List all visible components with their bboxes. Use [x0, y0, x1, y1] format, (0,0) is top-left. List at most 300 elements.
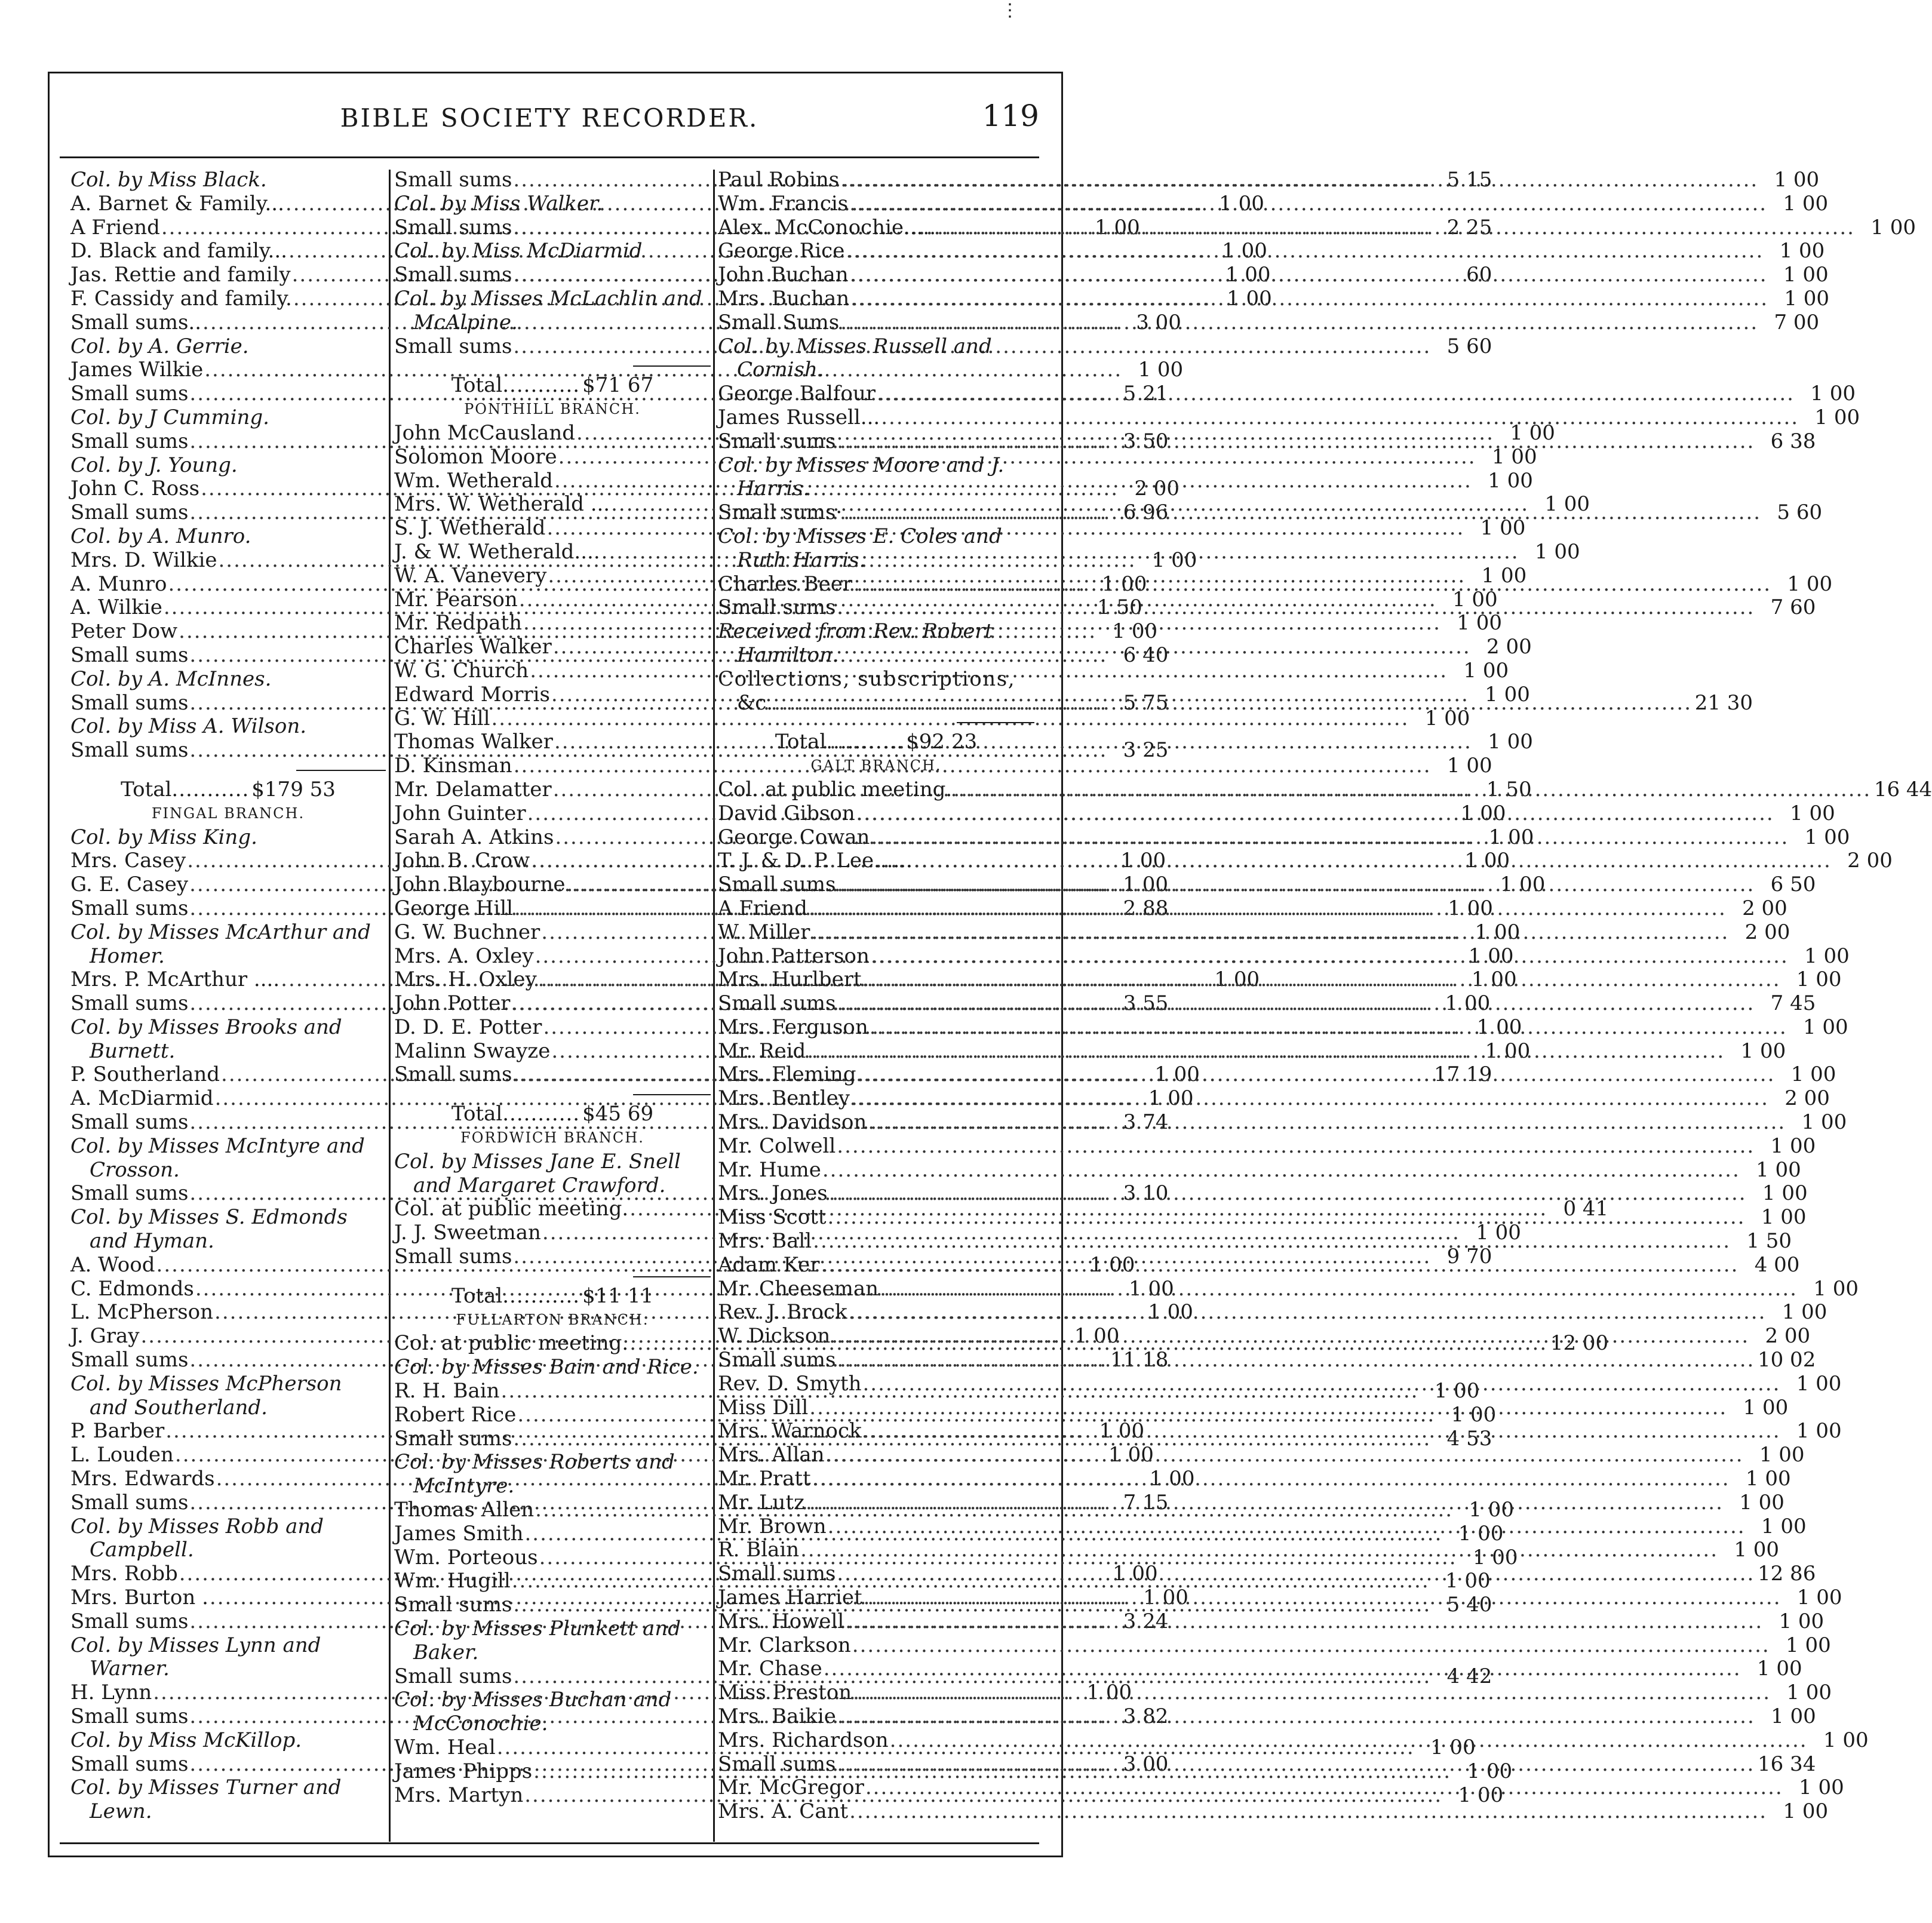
- entry-amount: 1 00: [1460, 801, 1506, 825]
- leader-dots: [822, 1657, 1743, 1681]
- entry-amount: 1 00: [1451, 1402, 1497, 1427]
- collector-heading: Col. by Miss Black.: [70, 168, 267, 192]
- entry-name: Mr. Colwell: [718, 1133, 836, 1158]
- entry-name: John B. Crow: [394, 849, 530, 873]
- entry-amount: 6 40: [1123, 643, 1169, 667]
- entry-name: Malinn Swayze: [394, 1039, 551, 1063]
- leader-dots: [808, 1396, 1728, 1420]
- ledger-entry: [718, 1157, 1801, 1182]
- entry-amount: 12 86: [1757, 1562, 1816, 1586]
- branch-total: [394, 1102, 711, 1126]
- entry-name: Mr. Pearson: [394, 587, 518, 612]
- leader-dots: [889, 1729, 1809, 1753]
- entry-name: Mrs. A. Oxley: [394, 944, 534, 968]
- leader-dots: [799, 1538, 1719, 1562]
- entry-name: Col. at public meeting.: [394, 1197, 629, 1221]
- entry-name: Small sums: [70, 500, 189, 525]
- rule-line: [633, 365, 711, 367]
- entry-name: Small sums: [70, 1181, 189, 1206]
- branch-heading: GALT BRANCH.: [810, 757, 942, 775]
- entry-name: Small Sums: [718, 310, 840, 334]
- entry-amount: 1 00: [1814, 405, 1860, 429]
- entry-amount: 1 00: [1796, 967, 1842, 992]
- collector-heading-continued: Lewn.: [90, 1799, 152, 1824]
- total-label: Total: [451, 1102, 503, 1126]
- entry-amount: 1 00: [1488, 730, 1533, 754]
- entry-name: Mr. McGregor: [718, 1775, 864, 1800]
- entry-name: John Blaybourne: [394, 873, 566, 897]
- collector-heading: Col. by Misses Roberts and: [394, 1450, 675, 1474]
- entry-name: Small sums: [394, 1245, 512, 1269]
- entry-name: A. Wilkie: [70, 595, 162, 620]
- entry-amount: 1 00: [1481, 563, 1527, 588]
- entry-amount: 1 00: [1434, 1379, 1480, 1403]
- entry-name: Small sums: [70, 690, 189, 715]
- entry-amount: 1 00: [1510, 420, 1555, 445]
- entry-amount: 1 00: [1151, 548, 1197, 572]
- entry-name: A. Munro: [70, 572, 167, 596]
- entry-name: Mrs. Howell: [718, 1609, 844, 1633]
- entry-amount: 1 00: [1463, 658, 1509, 683]
- entry-amount: 1 00: [1222, 239, 1267, 263]
- entry-name: G. W. Hill: [394, 706, 490, 730]
- ledger-entry: [718, 1681, 1832, 1705]
- entry-name: Mrs. Bentley: [718, 1086, 850, 1111]
- entry-amount: 1 00: [1488, 468, 1533, 493]
- leader-dots: [502, 374, 580, 398]
- entry-amount: 1 00: [1476, 1015, 1522, 1039]
- entry-amount: 1 00: [1544, 492, 1590, 517]
- total-label: Total: [775, 730, 827, 754]
- collector-heading-continued: and Margaret Crawford.: [413, 1173, 666, 1197]
- entry-name: Mr. Cheeseman: [718, 1276, 879, 1301]
- leader-dots: [826, 730, 904, 754]
- entry-amount: 1 00: [1779, 1609, 1825, 1633]
- entry-name: Thomas Walker: [394, 730, 553, 754]
- entry-name: Mrs. Ball: [718, 1229, 812, 1254]
- leader-dots: [879, 1277, 1799, 1301]
- leader-dots: [839, 311, 1759, 335]
- entry-amount: 1 00: [1790, 1062, 1836, 1087]
- sum-rule: [394, 358, 711, 374]
- entry-name: Charles Beer: [718, 572, 853, 596]
- entry-name: Small sums: [70, 382, 189, 406]
- total-label: Total: [121, 777, 172, 801]
- entry-amount: 1 00: [1227, 286, 1272, 311]
- leader-dots: [848, 1800, 1768, 1824]
- entry-amount: 1 00: [1108, 1443, 1154, 1467]
- leader-dots: [839, 168, 1759, 192]
- branch-heading: FULLARTON BRANCH.: [456, 1311, 649, 1328]
- entry-amount: 2 25: [1446, 215, 1492, 239]
- entry-amount: 1 00: [1225, 263, 1271, 287]
- entry-amount: 2 00: [1486, 635, 1532, 659]
- collector-heading: Col. by Misses McArthur and: [70, 920, 371, 944]
- ledger-entry: [718, 825, 1850, 850]
- entry-amount: 5 15: [1446, 168, 1492, 192]
- entry-amount: 1 00: [1458, 1783, 1504, 1807]
- entry-name: Mrs. D. Wilkie: [70, 548, 217, 572]
- entry-amount: 1 00: [1534, 539, 1580, 564]
- collector-heading: Col. by J. Young.: [70, 453, 238, 477]
- entry-name: Mr. Clarkson: [718, 1633, 851, 1657]
- entry-amount: 1 00: [1783, 191, 1829, 216]
- entry-name: Wm. Francis: [718, 191, 849, 216]
- entry-amount: 6 50: [1770, 873, 1816, 897]
- leader-dots: [913, 849, 1833, 873]
- entry-name: John McCausland: [394, 420, 575, 445]
- entry-name: A. Wood: [70, 1252, 155, 1277]
- entry-amount: 1 00: [1770, 1133, 1816, 1158]
- entry-amount: 1 50: [1746, 1229, 1792, 1254]
- leader-dots: [807, 897, 1728, 921]
- collector-heading-continued: Harris.: [737, 477, 810, 501]
- ledger-entry: [718, 944, 1850, 969]
- entry-name: Mr. Hume: [718, 1157, 821, 1182]
- entry-name: Small sums: [70, 1752, 189, 1776]
- header-rule: [60, 156, 1039, 158]
- entry-amount: 3 55: [1123, 991, 1169, 1016]
- entry-name: David Gibson: [718, 801, 855, 825]
- leader-dots: [952, 778, 1872, 802]
- entry-name: Mr. Delamatter: [394, 777, 552, 801]
- leader-dots: [821, 1159, 1741, 1182]
- entry-amount: 1 00: [1823, 1728, 1869, 1752]
- entry-name: George Cowan: [718, 825, 870, 849]
- entry-name: Small sums: [394, 1664, 512, 1688]
- entry-name: Mrs. Ferguson: [718, 1015, 868, 1039]
- entry-name: Small sums: [394, 168, 512, 192]
- entry-name: A. Barnet & Family...: [70, 191, 284, 216]
- entry-name: P. Barber: [70, 1419, 165, 1443]
- entry-name: Thomas Allen: [394, 1498, 535, 1522]
- entry-name: Wm. Heal: [394, 1735, 496, 1759]
- leader-dots: [880, 406, 1800, 430]
- entry-name: Small sums·: [718, 500, 843, 525]
- branch-total: [70, 778, 386, 802]
- ledger-entry: [718, 801, 1835, 826]
- entry-name: Small sums: [394, 263, 512, 287]
- collector-heading-continued: Baker.: [413, 1640, 479, 1664]
- leader-dots: [836, 596, 1756, 620]
- entry-amount: 1 00: [1734, 1538, 1780, 1562]
- entry-name: Adam Ker: [718, 1252, 820, 1277]
- leader-dots: [862, 1420, 1782, 1443]
- sum-rule: [394, 1087, 711, 1102]
- entry-amount: 1 00: [1430, 1735, 1476, 1759]
- entry-amount: 7 15: [1123, 1490, 1169, 1515]
- entry-amount: 3 74: [1123, 1110, 1169, 1135]
- entry-amount: 1 00: [1458, 1521, 1504, 1546]
- ledger-entry: [718, 1775, 1844, 1800]
- leader-dots: [773, 692, 1693, 715]
- sum-rule: [718, 715, 1034, 730]
- entry-name: Mrs. Casey: [70, 849, 186, 873]
- leader-dots: [848, 192, 1768, 216]
- leader-dots: [852, 573, 1773, 597]
- entry-name: Mrs. Hurlbert: [718, 967, 862, 992]
- rule-line: [633, 1094, 711, 1095]
- entry-name: Small sums: [70, 1348, 189, 1372]
- leader-dots: [827, 1206, 1747, 1230]
- entry-name: Miss Preston: [718, 1681, 852, 1705]
- entry-amount: 1 00: [1086, 1681, 1132, 1705]
- entry-name: Small sums: [394, 215, 512, 239]
- entry-amount: 1 00: [1759, 1443, 1805, 1467]
- total-amount: $179 53: [251, 777, 336, 801]
- leader-dots: [827, 1515, 1747, 1539]
- collector-heading: Col. by J Cumming.: [70, 405, 269, 429]
- entry-amount: 1 00: [1870, 215, 1916, 239]
- collector-heading-continued: Crosson.: [90, 1157, 180, 1182]
- entry-amount: 1 00: [1112, 1562, 1158, 1586]
- leader-dots: [868, 1016, 1789, 1040]
- collector-heading: Col. by Misses McPherson: [70, 1371, 342, 1396]
- entry-name: Rev. D. Smyth: [718, 1371, 862, 1396]
- entry-amount: 4 42: [1446, 1664, 1492, 1688]
- entry-name: John Buchan: [718, 263, 849, 287]
- entry-name: Wm. Porteous: [394, 1545, 538, 1569]
- entry-amount: 1 00: [1129, 1276, 1174, 1301]
- leader-dots: [844, 239, 1765, 263]
- entry-name: Mrs. Davidson: [718, 1110, 867, 1135]
- entry-name: Alex. McConochie.....: [718, 215, 936, 239]
- ledger-entry: [718, 1300, 1827, 1325]
- entry-amount: 1 00: [1148, 1086, 1194, 1111]
- entry-amount: 16 34: [1757, 1752, 1816, 1776]
- collector-heading-continued: Homer.: [90, 944, 165, 968]
- entry-name: Mrs. Martyn: [394, 1783, 524, 1807]
- total-amount: $45 69: [582, 1102, 654, 1126]
- leader-dots: [836, 430, 1756, 454]
- entry-amount: 1 00: [1424, 706, 1470, 730]
- leader-dots: [852, 1681, 1772, 1705]
- entry-name: J. Gray: [70, 1324, 140, 1348]
- total-label: Total: [451, 1283, 503, 1308]
- entry-amount: 1 00: [1740, 1039, 1786, 1063]
- entry-amount: 1 00: [1138, 358, 1184, 382]
- entry-amount: 1 00: [1476, 1221, 1521, 1245]
- entry-amount: 5 60: [1446, 334, 1492, 358]
- entry-amount: 1 00: [1101, 572, 1147, 596]
- leader-dots: [861, 1372, 1782, 1396]
- entry-name: Mrs. A. Cant: [718, 1799, 849, 1824]
- entry-amount: 1 00: [1756, 1157, 1801, 1182]
- entry-name: Charles Walker: [394, 635, 552, 659]
- entry-amount: 1 00: [1074, 1324, 1120, 1348]
- ledger-entry: [718, 1395, 1789, 1420]
- entry-name: Wm. Hugill: [394, 1569, 511, 1593]
- entry-name: George Hill: [394, 896, 513, 920]
- entry-name: Small sums: [394, 334, 512, 358]
- entry-name: Wm. Wetherald: [394, 468, 553, 493]
- entry-amount: 1 00: [1799, 1775, 1844, 1800]
- entry-amount: 2 00: [1134, 477, 1180, 501]
- collector-heading-continued: and Hyman.: [90, 1229, 214, 1254]
- entry-name: R. H. Bain: [394, 1379, 500, 1403]
- entry-name: John Guinter: [394, 801, 526, 825]
- entry-amount: 1 00: [1468, 944, 1514, 968]
- collector-heading-continued: Burnett.: [90, 1039, 176, 1063]
- leader-dots: [811, 1467, 1731, 1491]
- ledger-entry: [718, 239, 1825, 263]
- entry-amount: 1 00: [1804, 825, 1850, 849]
- ledger-entry: [718, 286, 1830, 311]
- entry-name: Small sums: [718, 873, 836, 897]
- ledger-entry: [718, 1133, 1816, 1159]
- entry-amount: 2 00: [1742, 896, 1787, 920]
- entry-amount: 2 00: [1784, 1086, 1830, 1111]
- entry-amount: 1 00: [1804, 944, 1850, 968]
- ledger-entry: [718, 1467, 1791, 1491]
- entry-amount: 3 00: [1123, 1752, 1169, 1776]
- entry-amount: 2 88: [1123, 896, 1169, 920]
- branch-heading: PONTHILL BRANCH.: [464, 401, 641, 418]
- entry-name: H. Lynn: [70, 1681, 152, 1705]
- collector-heading: Received from Rev. Robert: [718, 619, 993, 644]
- entry-amount: 1 00: [1790, 801, 1835, 825]
- entry-name: W. G. Church: [394, 658, 529, 683]
- entry-amount: 1 00: [1796, 1419, 1842, 1443]
- entry-amount: 1 00: [1485, 682, 1530, 706]
- entry-amount: 1 00: [1739, 1490, 1784, 1515]
- leader-dots: [836, 1705, 1756, 1729]
- entry-amount: 1 00: [1467, 1759, 1513, 1783]
- entry-amount: 4 53: [1446, 1426, 1492, 1451]
- entry-amount: 1 00: [1787, 572, 1833, 596]
- entry-amount: 3 82: [1123, 1704, 1169, 1728]
- collector-heading: Col. by Misses Bain and Rice.: [394, 1355, 699, 1380]
- entry-name: Mrs. P. McArthur ....: [70, 967, 280, 992]
- collector-heading: Col. by Misses Russell and: [718, 334, 992, 358]
- entry-amount: 1 00: [1214, 967, 1260, 992]
- entry-amount: 1 00: [1488, 825, 1534, 849]
- entry-amount: 5 40: [1446, 1593, 1492, 1617]
- entry-name: Mr. Lutz: [718, 1490, 804, 1515]
- entry-name: Small sums: [394, 1593, 512, 1617]
- entry-amount: 6 96: [1123, 500, 1169, 525]
- leader-dots: [849, 263, 1769, 287]
- collector-heading: Col. by Misses Turner and: [70, 1775, 342, 1800]
- entry-name: Small sums: [70, 1704, 189, 1728]
- leader-dots: [804, 1491, 1725, 1515]
- entry-name: Mrs. Fleming: [718, 1062, 856, 1087]
- sum-rule: [70, 763, 386, 778]
- leader-dots: [828, 1182, 1748, 1206]
- entry-name: Small sums: [718, 595, 836, 620]
- leader-dots: [867, 1111, 1787, 1135]
- entry-amount: 1 00: [1745, 1467, 1791, 1491]
- entry-amount: 1 00: [1802, 1015, 1848, 1039]
- entry-name: Small sums: [70, 429, 189, 453]
- entry-amount: 1 00: [1112, 619, 1158, 644]
- collector-heading: Col. by Miss Walker.: [394, 191, 603, 216]
- entry-name: Peter Dow: [70, 619, 178, 644]
- entry-amount: 5 75: [1123, 690, 1169, 715]
- collector-heading: Col. by Misses Robb and: [70, 1514, 324, 1538]
- entry-amount: 21 30: [1694, 690, 1753, 715]
- entry-name: James Smith: [394, 1521, 524, 1546]
- entry-name: Small sums: [394, 1062, 512, 1087]
- entry-amount: 1 00: [1123, 873, 1168, 897]
- collector-heading-continued: and Southerland.: [90, 1395, 268, 1420]
- ledger-entry: [718, 572, 1833, 597]
- collector-heading: Col. by Miss King.: [70, 825, 257, 849]
- entry-amount: 1 00: [1469, 1498, 1515, 1522]
- collector-heading: Col. by Miss McKillop.: [70, 1728, 302, 1752]
- leader-dots: [876, 382, 1796, 406]
- entry-name: Col. at public meeting.: [394, 1331, 629, 1356]
- entry-amount: 4 00: [1754, 1252, 1800, 1277]
- entry-name: Miss Dill: [718, 1395, 809, 1420]
- branch-heading: FINGAL BRANCH.: [151, 804, 305, 822]
- entry-name: Mrs. Allan: [718, 1443, 825, 1467]
- entry-amount: 1 00: [1445, 991, 1491, 1016]
- entry-name: Small sums: [718, 991, 836, 1016]
- collector-heading-continued: Ruth Harris.: [737, 548, 866, 572]
- ledger-entry: [718, 1039, 1786, 1064]
- entry-name: Small sums: [718, 1752, 836, 1776]
- leader-dots: [862, 1586, 1783, 1610]
- entry-amount: 1 00: [1743, 1395, 1789, 1420]
- entry-name: Mrs. Jones: [718, 1181, 828, 1206]
- ledger-entry: [718, 1443, 1805, 1467]
- entry-amount: 1 00: [1783, 263, 1829, 287]
- entry-amount: 3 00: [1136, 310, 1181, 334]
- entry-amount: 0 41: [1563, 1197, 1609, 1221]
- entry-name: Mr. Redpath: [394, 611, 523, 635]
- entry-amount: 2 00: [1765, 1324, 1811, 1348]
- entry-name: W. A. Vanevery: [394, 563, 547, 588]
- leader-dots: [862, 968, 1782, 992]
- entry-name: Jas. Rettie and family: [70, 263, 291, 287]
- ledger-entry-text: Collections, subscriptions,: [718, 666, 1016, 691]
- entry-amount: 12 00: [1550, 1331, 1609, 1356]
- entry-name: Miss Scott: [718, 1205, 827, 1230]
- entry-amount: 1 00: [1761, 1205, 1807, 1230]
- entry-amount: 1 00: [1464, 849, 1510, 873]
- entry-amount: 1 00: [1779, 239, 1825, 263]
- entry-name: A Friend: [70, 215, 160, 239]
- entry-name: G. W. Buchner: [394, 920, 540, 944]
- entry-amount: 7 00: [1774, 310, 1820, 334]
- entry-amount: 1 00: [1786, 1633, 1831, 1657]
- ledger-entry: [718, 1799, 1829, 1824]
- branch-total: [718, 730, 1034, 754]
- entry-name: Mrs. Burton .: [70, 1586, 208, 1610]
- entry-amount: 1 00: [1761, 1514, 1807, 1538]
- entry-name: D. D. E. Potter: [394, 1015, 542, 1039]
- entry-amount: 1 00: [1480, 516, 1526, 540]
- entry-name: John Potter: [394, 991, 511, 1016]
- collector-heading-continued: Cornish.: [737, 358, 824, 382]
- entry-amount: 10 02: [1757, 1348, 1816, 1372]
- margin-mark: ⋮: [1001, 0, 1019, 21]
- leader-dots: [836, 992, 1756, 1016]
- collector-heading-continued: Campbell.: [90, 1538, 194, 1562]
- entry-amount: 7 45: [1770, 991, 1816, 1016]
- entry-amount: 2 00: [1847, 849, 1893, 873]
- rule-line: [296, 770, 386, 771]
- leader-dots: [864, 1776, 1784, 1800]
- entry-amount: 1 00: [1446, 754, 1492, 778]
- entry-amount: 1 00: [1095, 215, 1140, 239]
- leader-dots: [855, 802, 1776, 826]
- entry-name: James Harriet: [718, 1586, 862, 1610]
- entry-amount: 7 60: [1770, 595, 1816, 620]
- entry-amount: 1 00: [1796, 1371, 1842, 1396]
- entry-amount: 5 21: [1123, 382, 1169, 406]
